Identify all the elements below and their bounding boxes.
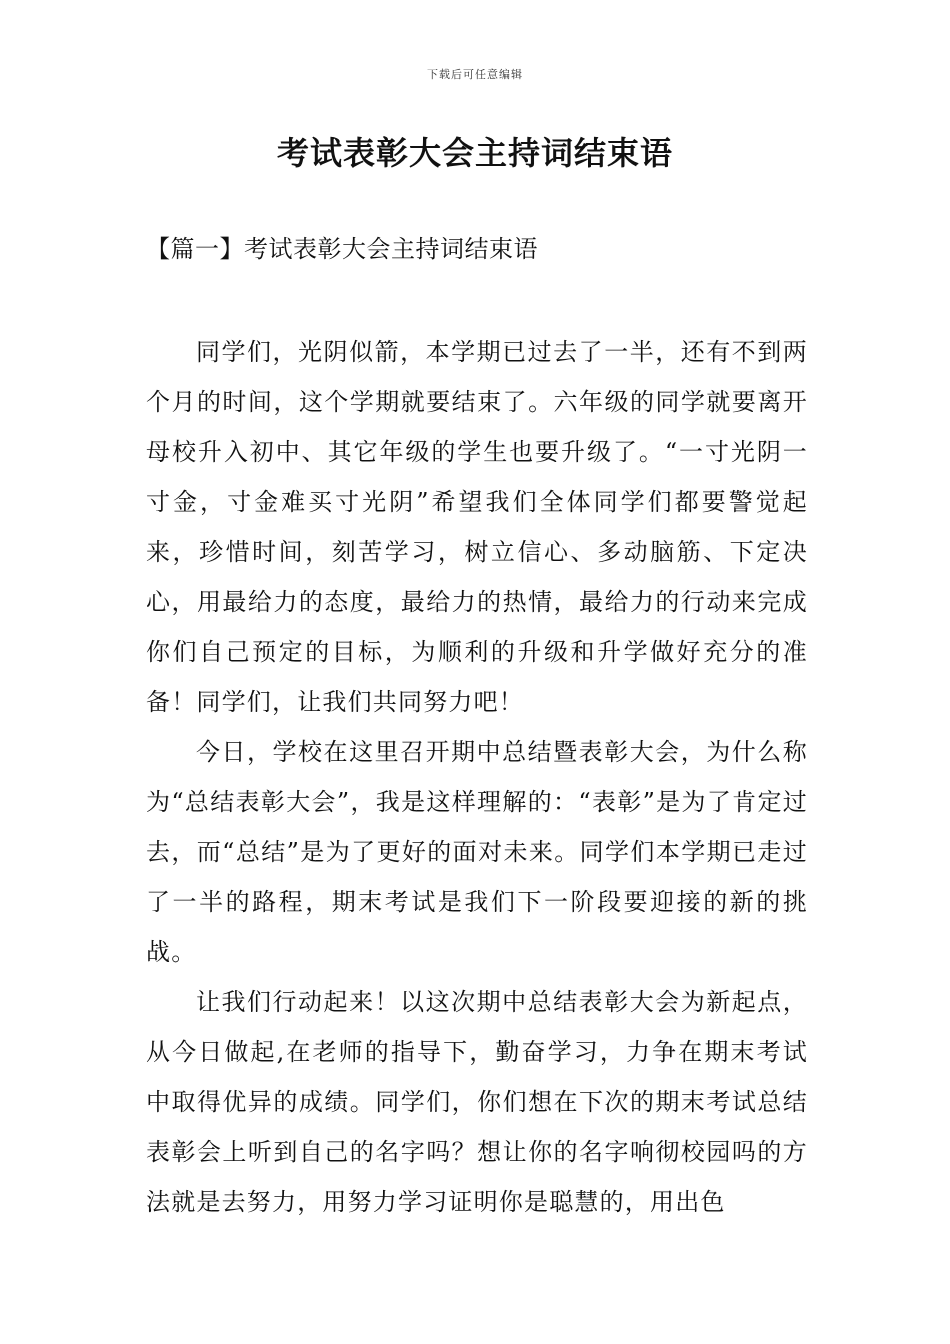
header-note: 下载后可任意编辑 (427, 68, 523, 81)
document-title: 考试表彰大会主持词结束语 (276, 134, 673, 172)
section-heading: 【篇一】考试表彰大会主持词结束语 (146, 235, 538, 263)
paragraph-2: 今日，学校在这里召开期中总结暨表彰大会，为什么称为“总结表彰大会”，我是这样理解的：“表彰”是为了肯定过去，而“总结”是为了更好的面对未来。同学们本学期已走过了一半的路程，期末考试是我们下一阶段要迎接的新的挑战。 (146, 738, 808, 966)
body-text (146, 327, 808, 1227)
paragraph-1: 同学们，光阴似箭，本学期已过去了一半，还有不到两个月的时间，这个学期就要结束了。六年级的同学就要离开母校升入初中、其它年级的学生也要升级了。“一寸光阴一寸金，寸金难买寸光阴”希望我们全体同学们都要警觉起来，珍惜时间，刻苦学习，树立信心、多动脑筋、下定决心，用最给力的态度，最给力的热情，最给力的行动来完成你们自己预定的目标，为顺利的升级和升学做好充分的准备！同学们，让我们共同努力吧！ (146, 338, 808, 716)
paragraph-3: 让我们行动起来！以这次期中总结表彰大会为新起点，从今日做起,在老师的指导下，勤奋学习，力争在期末考试中取得优异的成绩。同学们，你们想在下次的期末考试总结表彰会上听到自己的名字吗？想让你的名字响彻校园吗的方法就是去努力，用努力学习证明你是聪慧的，用出色 (146, 988, 808, 1216)
